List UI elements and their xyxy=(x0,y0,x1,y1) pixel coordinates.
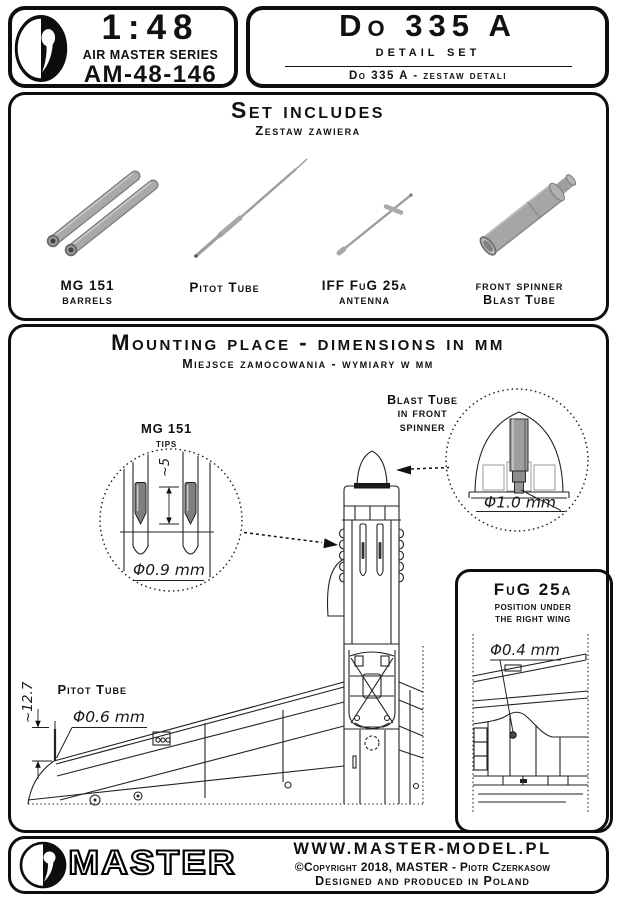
set-includes-subtitle: Zestaw zawiera xyxy=(255,122,361,138)
footer-box xyxy=(8,836,609,894)
mounting-subtitle: Miejsce zamocowania - wymiary w mm xyxy=(182,356,434,371)
cockpit-detail xyxy=(349,650,395,729)
title-divider xyxy=(285,66,572,67)
part-label-antenna xyxy=(290,278,440,308)
part-label-line: front spinner xyxy=(475,277,564,293)
blast-diameter-dim: Φ1.0 mm xyxy=(483,493,556,511)
label-line: Blast Tube xyxy=(387,392,458,407)
aircraft-top-view xyxy=(28,451,423,805)
product-code: AM-48-146 xyxy=(83,60,218,88)
product-subtitle-pl: Do 335 A - zestaw detali xyxy=(348,69,507,82)
footer-copyright: ©Copyright 2018, MASTER - Piotr Czerkasow xyxy=(294,859,551,874)
mg-length-dim: ~5 xyxy=(157,457,173,477)
part-label-line: Blast Tube xyxy=(483,292,556,307)
mg-diameter-dim: Φ0.9 mm xyxy=(132,560,205,579)
pitot-height-dim: ~12.7 xyxy=(19,681,36,723)
set-includes-title: Set includes xyxy=(231,96,385,123)
pitot-tube-render xyxy=(194,159,307,258)
fug25a-box xyxy=(455,569,613,833)
master-spinner-logo-icon xyxy=(19,841,67,889)
fug-diameter-dim: Φ0.4 mm xyxy=(489,640,560,659)
fug25a-title: FuG 25a xyxy=(493,579,573,599)
header-brand-box xyxy=(8,6,238,88)
series-label: AIR MASTER SERIES xyxy=(82,47,219,62)
part-label-line: antenna xyxy=(339,292,390,307)
mounting-place-section xyxy=(8,324,609,833)
mg-tips-label xyxy=(97,422,237,450)
mounting-title: Mounting place - dimensions in mm xyxy=(111,329,505,355)
label-line: spinner xyxy=(399,419,446,434)
mg151-tips-detail xyxy=(100,449,338,591)
set-includes-section xyxy=(8,92,609,321)
part-label-mg151 xyxy=(13,278,163,308)
product-title: Do 335 A xyxy=(339,7,517,43)
pitot-label: Pitot Tube xyxy=(57,681,128,697)
master-spinner-logo-icon xyxy=(14,14,68,83)
part-label-line: Pitot Tube xyxy=(189,279,260,295)
fug25a-subtitle-1: position under xyxy=(494,600,572,613)
brand-wordmark: MASTER xyxy=(68,843,237,881)
part-label-line: MG 151 xyxy=(60,277,115,293)
label-line: tips xyxy=(156,435,177,450)
part-label-line: IFF FuG 25a xyxy=(321,277,408,293)
label-line: in front xyxy=(397,406,448,420)
part-label-blast-tube xyxy=(445,278,595,308)
footer-production: Designed and produced in Poland xyxy=(315,873,530,888)
fug25a-subtitle-2: the right wing xyxy=(495,612,571,625)
blast-tube-label xyxy=(353,394,493,435)
scale-label: 1:48 xyxy=(101,7,200,47)
label-line: MG 151 xyxy=(140,420,193,436)
product-subtitle: detail set xyxy=(375,42,481,60)
part-label-pitot xyxy=(150,280,300,295)
footer-website: WWW.MASTER-MODEL.PL xyxy=(293,839,552,858)
header-title-box xyxy=(246,6,609,88)
mg151-barrels-render xyxy=(47,173,152,255)
pitot-diameter-dim: Φ0.6 mm xyxy=(72,707,145,726)
part-label-line: barrels xyxy=(62,292,113,307)
blast-tube-render xyxy=(477,173,576,257)
iff-antenna-render xyxy=(339,193,413,253)
